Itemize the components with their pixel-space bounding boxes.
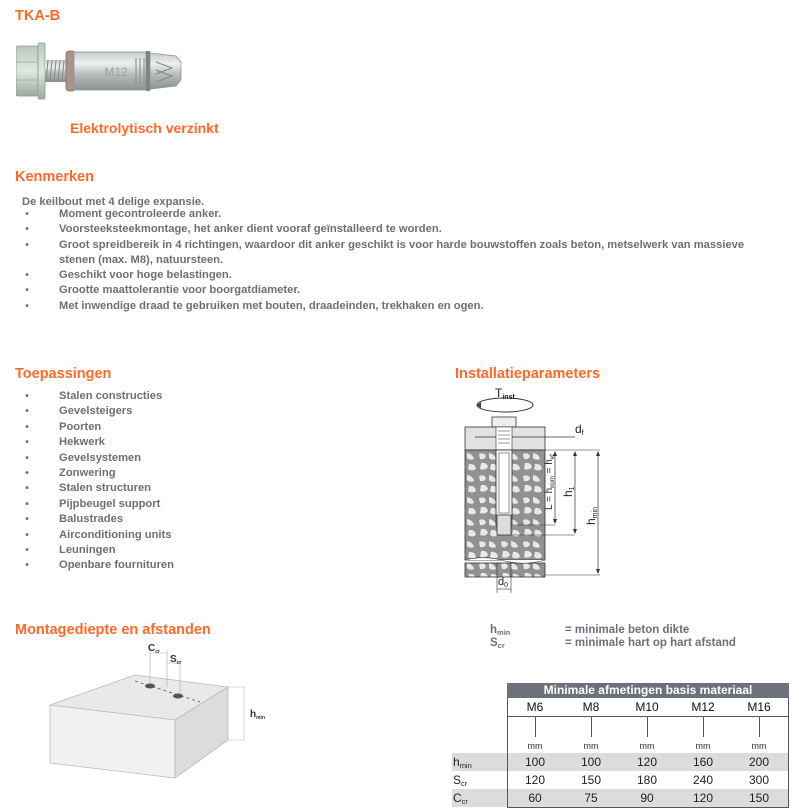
bullet-icon: • — [25, 224, 29, 236]
unit-label: mm — [695, 741, 711, 751]
table-border — [788, 698, 789, 808]
unit-label: mm — [639, 741, 655, 751]
bullet-icon: • — [25, 300, 29, 312]
column-header: M16 — [747, 700, 771, 714]
finish-label: Elektrolytisch verzinkt — [70, 120, 219, 136]
divider — [591, 717, 592, 737]
installation-diagram — [455, 385, 630, 595]
hmin-label: hmin — [584, 507, 599, 525]
unit-label: mm — [583, 741, 599, 751]
bullet-icon: • — [25, 391, 29, 402]
bullet-icon: • — [25, 452, 29, 464]
table-title: Minimale afmetingen basis materiaal — [507, 683, 789, 698]
torque-label: Tinst — [495, 386, 515, 401]
column-header: M8 — [582, 700, 600, 714]
table-row: $h_{min}$ 100 100 120 160 200 — [452, 753, 789, 771]
bullet-icon: • — [25, 421, 29, 433]
list-item-continuation: stenen (max. M8), natuursteen. — [59, 253, 224, 266]
montage-heading: Montagediepte en afstanden — [15, 622, 211, 638]
bullet-icon: • — [25, 544, 29, 556]
divider — [647, 717, 648, 737]
bullet-icon: • — [25, 209, 29, 220]
image-size-label: M12 — [104, 65, 128, 79]
row-label: $h_{min}$ — [453, 755, 472, 770]
unit-label: mm — [527, 741, 543, 751]
divider — [759, 717, 760, 737]
table-row: $C_{cr}$ 60 75 90 120 150 — [452, 789, 789, 807]
column-header: M12 — [691, 700, 715, 714]
table-row: $S_{cr}$ 120 150 180 240 300 — [452, 771, 789, 789]
column-header: M10 — [635, 700, 659, 714]
bullet-icon: • — [25, 498, 29, 510]
d0-label: d0 — [498, 576, 509, 589]
divider — [535, 717, 536, 737]
anchor-bolt-image — [16, 40, 186, 102]
kenmerken-intro: De keilbout met 4 delige expansie. — [22, 196, 205, 208]
df-label: df — [575, 422, 584, 437]
bullet-icon: • — [25, 437, 29, 449]
bullet-icon: • — [25, 560, 29, 572]
h-label: $h_{min}$ — [250, 709, 265, 721]
bullet-icon: • — [25, 467, 29, 479]
bullet-icon: • — [25, 514, 29, 526]
row-label: $C_{cr}$ — [453, 791, 468, 806]
block-spacing-diagram — [40, 635, 280, 795]
bullet-icon: • — [25, 406, 29, 418]
bullet-icon: • — [25, 483, 29, 495]
product-title: TKA-B — [15, 8, 61, 24]
toepassingen-heading: Toepassingen — [15, 366, 112, 382]
table-border — [507, 807, 789, 808]
c-label: $C_{cr}$ — [148, 643, 160, 655]
bullet-icon: • — [25, 529, 29, 541]
row-label: $S_{cr}$ — [453, 773, 468, 788]
h1-label: h1 — [561, 486, 576, 497]
s-label: $S_{cr}$ — [170, 654, 182, 666]
kenmerken-heading: Kenmerken — [15, 169, 94, 185]
L-label: $L = h_{nom} = h_{ef}$ — [544, 454, 556, 510]
bullet-icon: • — [25, 239, 29, 251]
installatie-heading: Installatieparameters — [455, 366, 601, 382]
unit-label: mm — [751, 741, 767, 751]
bullet-icon: • — [25, 285, 29, 297]
table-header-row — [507, 698, 789, 717]
divider — [703, 717, 704, 737]
column-header: M6 — [526, 700, 544, 714]
bullet-icon: • — [25, 269, 29, 281]
table-border — [507, 698, 508, 808]
